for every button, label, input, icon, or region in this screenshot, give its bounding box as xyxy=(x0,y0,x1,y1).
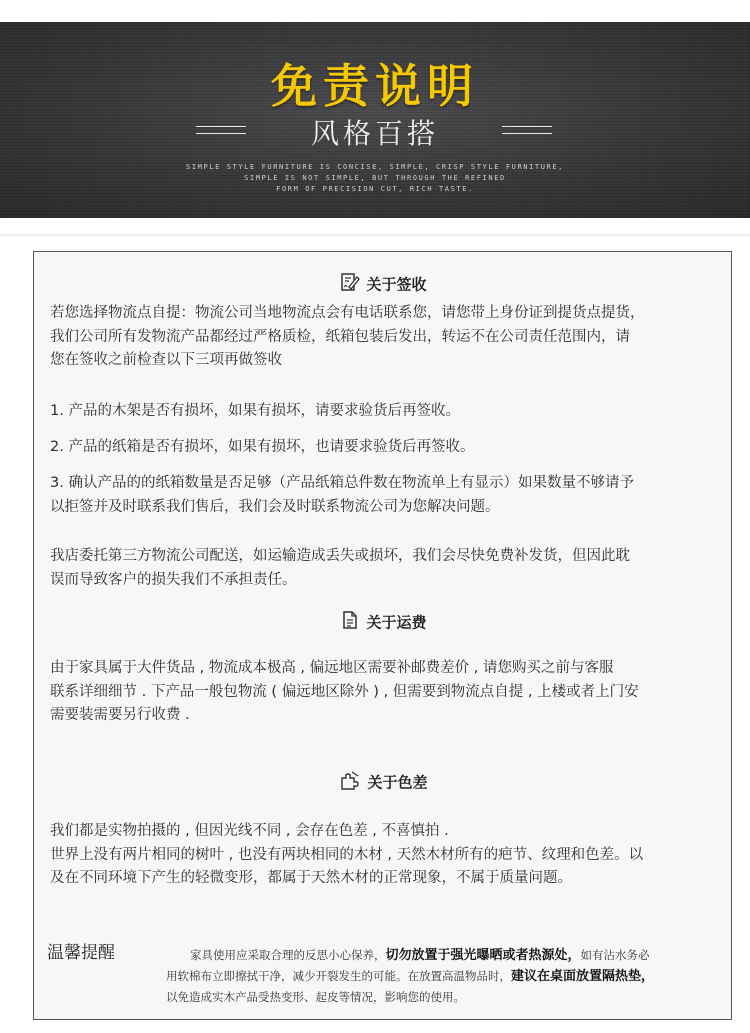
warm-tip-text xyxy=(166,945,731,1007)
tagline-line-3: FORM OF PRECISION CUT, RICH TASTE. xyxy=(276,185,474,193)
sign-item-3 xyxy=(50,472,722,519)
sign-item-1 xyxy=(50,400,722,424)
tagline-line-1: SIMPLE STYLE FURNITURE IS CONCISE, SIMPLE, CRISP STYLE FURNITURE, xyxy=(186,163,564,171)
banner-title: 免责说明 xyxy=(271,59,479,113)
tip-line-1 xyxy=(166,945,731,966)
text-line: 若您选择物流点自提：物流公司当地物流点会有电话联系您，请您带上身份证到提货点提货， xyxy=(50,305,645,321)
tip-text-normal: 如有沾水务必 xyxy=(580,948,650,962)
tagline-line-2: SIMPLE IS NOT SIMPLE, BUT THROUGH THE REFINED xyxy=(244,174,506,182)
tip-text-emphasis: 建议在桌面放置隔热垫， xyxy=(511,969,655,984)
sign-intro xyxy=(50,302,722,373)
section-heading-sign xyxy=(34,272,733,296)
text-line: 我们公司所有发物流产品都经过严格质检，纸箱包装后发出，转运不在公司责任范围内，请 xyxy=(50,328,630,345)
text-line: 误而导致客户的损失我们不承担责任。 xyxy=(50,571,297,588)
puzzle-icon xyxy=(339,770,361,794)
document-icon xyxy=(340,610,360,634)
text-line: 2. 产品的纸箱是否有损坏，如果有损坏，也请要求验货后再签收。 xyxy=(50,439,475,455)
text-line: 及在不同环境下产生的轻微变形，都属于天然木材的正常现象，不属于质量问题。 xyxy=(50,870,572,886)
section-divider xyxy=(0,234,750,238)
section-heading-shipping xyxy=(34,610,733,634)
text-line: 我店委托第三方物流公司配送，如运输造成丢失或损坏，我们会尽快免费补发货，但因此耽 xyxy=(50,548,630,564)
text-line: 3. 确认产品的的纸箱数量是否足够（产品纸箱总件数在物流单上有显示）如果数量不够请予 xyxy=(50,475,634,491)
signature-icon xyxy=(340,272,360,296)
text-line: 1. 产品的木架是否有损坏，如果有损坏，请要求验货后再签收。 xyxy=(50,403,460,419)
header-banner xyxy=(0,22,750,218)
text-line: 以拒签并及时联系我们售后，我们会及时联系物流公司为您解决问题。 xyxy=(50,498,500,515)
color-body xyxy=(50,820,722,891)
tip-text-normal: 用软棉布立即擦拭干净，减少开裂发生的可能。在放置高温物品时， xyxy=(166,969,511,983)
tip-line-2 xyxy=(166,966,731,987)
tip-text-emphasis: 切勿放置于强光曝晒或者热源处， xyxy=(385,948,581,963)
text-line: 我们都是实物拍摄的 , 但因光线不同 , 会存在色差 , 不喜慎拍 . xyxy=(50,823,449,839)
tip-text-normal: 家具使用应采取合理的反思小心保养， xyxy=(190,948,386,962)
section-heading-label: 关于色差 xyxy=(367,773,428,792)
banner-english-tagline xyxy=(0,162,750,195)
shipping-body xyxy=(50,657,722,728)
sign-item-2 xyxy=(50,436,722,460)
tip-line-3: 以免造成实木产品受热变形、起皮等情况，影响您的使用。 xyxy=(166,990,465,1004)
sign-outro xyxy=(50,545,722,592)
decorative-double-line-right xyxy=(502,126,552,134)
warm-tip-title: 温馨提醒 xyxy=(47,943,115,963)
banner-subtitle: 风格百搭 xyxy=(310,117,439,150)
section-heading-color xyxy=(34,770,733,794)
disclaimer-panel xyxy=(33,251,732,1020)
text-line: 由于家具属于大件货品 , 物流成本极高 , 偏远地区需要补邮费差价 , 请您购买之前与客服 xyxy=(50,660,614,676)
text-line: 联系详细细节 . 下产品一般包物流 ( 偏远地区除外 ) , 但需要到物流点自提 , 上楼或者上门安 xyxy=(50,683,639,700)
text-line: 需要装需要另行收费 . xyxy=(50,707,190,723)
section-heading-label: 关于签收 xyxy=(366,275,427,294)
text-line: 世界上没有两片相同的树叶 , 也没有两块相同的木材 , 天然木材所有的疤节、纹理和色差。以 xyxy=(50,846,644,863)
section-heading-label: 关于运费 xyxy=(366,613,427,632)
text-line: 您在签收之前检查以下三项再做签收 xyxy=(50,352,282,368)
